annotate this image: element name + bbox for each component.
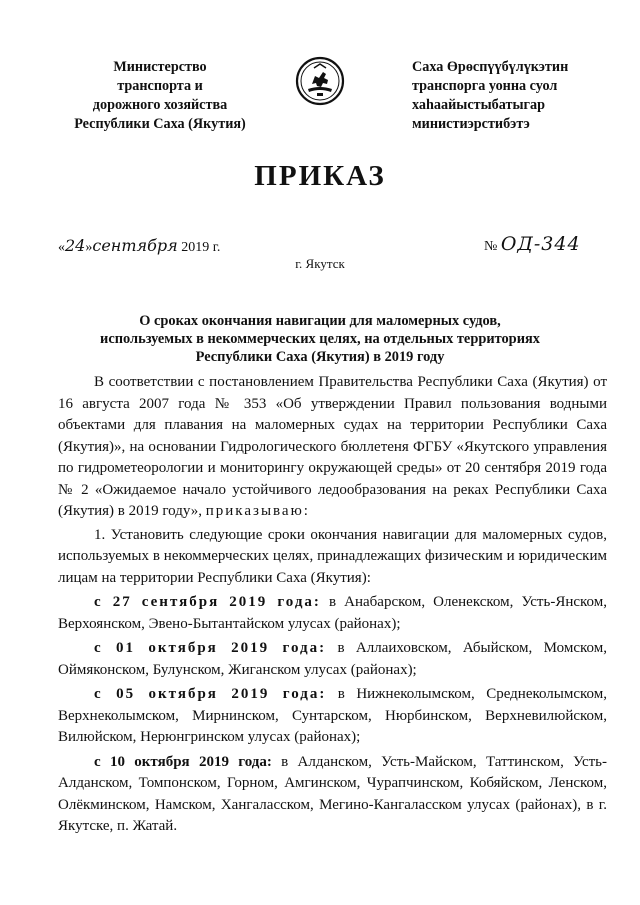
deadline-date-label: с 10 октября 2019 года: <box>94 753 272 770</box>
item-1-paragraph: 1. Установить следующие сроки окончания навигации для маломерных судов, используемых в некоммерческих целях, принадлежащих физическим и юридическим лицам на территории Республики Саха (Якутия): <box>58 526 607 586</box>
order-number-prefix: № <box>484 239 498 254</box>
ministry-name-russian <box>60 58 260 134</box>
ministry-ru-line-4: Республики Саха (Якутия) <box>74 116 246 132</box>
subject-line-1: О сроках окончания навигации для маломерных судов, <box>139 313 501 329</box>
date-open-quote: « <box>58 240 65 255</box>
deadline-districts: в Алданском, Усть-Майском, Таттинском, Усть-Алданском, Томпонском, Горном, Амгинском, Чурапчинском, Кобяйском, Ленском, Олёкминском, Намском, Хангаласском, Мегино-Кангаласском улусах (районах), в г. Якутске, п. Жатай. <box>58 753 607 834</box>
order-number-handwritten: ОД-344 <box>500 233 581 255</box>
deadline-item <box>58 684 607 749</box>
deadline-item <box>58 592 607 635</box>
order-subject <box>70 312 570 366</box>
subject-line-3: Республики Саха (Якутия) в 2019 году <box>195 349 445 365</box>
ministry-sakha-line-1: Саха Өрөспүүбүлүкэтин <box>412 59 569 75</box>
ministry-sakha-line-2: транспорга уонна суол <box>412 78 558 94</box>
deadline-date-label: с 05 октября 2019 года: <box>94 686 327 702</box>
deadline-item <box>58 752 607 838</box>
preamble-paragraph <box>58 372 607 523</box>
order-number <box>484 233 581 255</box>
ministry-name-sakha <box>412 58 622 134</box>
order-body <box>58 372 607 838</box>
deadline-districts: в Анабарском, Оленекском, Усть-Янском, Верхоянском, Эвено-Бытантайском улусах (районах); <box>58 594 607 632</box>
date-day-handwritten: 24 <box>65 236 86 255</box>
order-date <box>58 236 220 256</box>
ministry-ru-line-2: транспорта и <box>117 78 203 94</box>
preamble-order-word: приказываю: <box>205 503 310 519</box>
date-month-handwritten: сентября <box>92 236 178 255</box>
subject-line-2: используемых в некоммерческих целях, на отдельных территориях <box>100 331 540 347</box>
issue-city: г. Якутск <box>295 256 345 271</box>
ministry-ru-line-3: дорожного хозяйства <box>92 97 228 113</box>
ministry-ru-line-1: Министерство <box>113 59 207 75</box>
date-close-quote: » <box>85 240 93 255</box>
document-title: ПРИКАЗ <box>254 160 386 192</box>
preamble-text: В соответствии с постановлением Правительства Республики Саха (Якутия) от 16 августа 2007 года № 353 «Об утверждении Правил пользования водными объектами для плавания на маломерных судах на территории Республики Саха (Якутия)», на основании Гидрологического бюллетеня ФГБУ «Якутского управления по гидрометеорологии и мониторингу окружающей среды» от 20 сентября 2019 года № 2 «Ожидаемое начало устойчивого ледообразования на реках Республики Саха (Якутия) в 2019 году», <box>58 374 607 519</box>
deadline-districts: в Аллаиховском, Абыйском, Момском, Оймяконском, Булунском, Жиганском улусах (районах); <box>58 640 607 678</box>
deadline-item <box>58 638 607 681</box>
coat-of-arms-icon <box>295 56 345 106</box>
deadline-date-label: с 01 октября 2019 года: <box>94 640 327 656</box>
deadline-districts: в Нижнеколымском, Среднеколымском, Верхнеколымском, Мирнинском, Сунтарском, Нюрбинском, Верхневилюйском, Вилюйском, Нерюнгринском улусах (районах); <box>58 686 607 745</box>
ministry-sakha-line-3: хаһаайыстыбатыгар <box>412 97 545 113</box>
date-year: 2019 г. <box>177 240 221 255</box>
ministry-sakha-line-4: министиэрстибэтэ <box>412 116 530 132</box>
deadline-date-label: с 27 сентября 2019 года: <box>94 594 321 610</box>
